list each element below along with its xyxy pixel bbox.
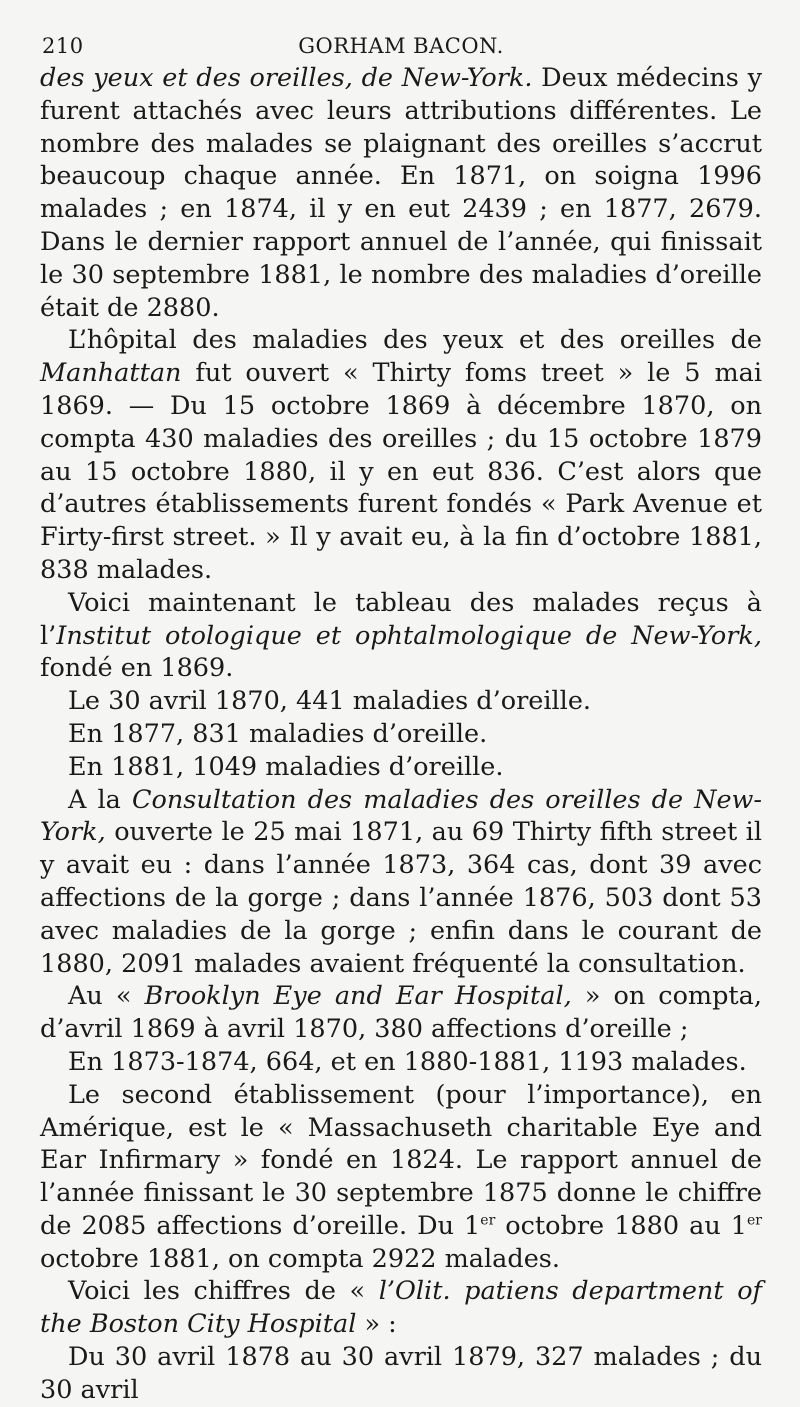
body-text — [40, 62, 762, 1407]
page-number: 210 — [42, 34, 84, 58]
text-segment: En 1873-1874, 664, et en 1880-1881, 1193 malades. — [68, 1046, 747, 1077]
text-segment: Voici les chiffres de « — [68, 1276, 379, 1307]
paragraph-p7 — [40, 784, 762, 981]
page-header — [40, 30, 762, 62]
book-page — [40, 30, 762, 1407]
text-segment: ouverte le 25 mai 1871, au 69 Thirty fifth street il y avait eu : dans l’année 1873, 364 cas, dont 39 avec affections de la gorge ; dans l’année 1876, 503 dont 53 avec maladies de la gorge ; enfin dans le courant de 1880, 2091 malades avaient fréquenté la consultation. — [40, 817, 762, 979]
text-segment: Le 30 avril 1870, 441 maladies d’oreille. — [68, 686, 592, 717]
superscript: er — [747, 1212, 762, 1229]
text-segment: fondé en 1869. — [40, 653, 234, 684]
paragraph-p4 — [40, 685, 762, 718]
text-segment: Deux médecins y furent attachés avec leurs attributions différentes. Le nombre des malades se plaignant des oreilles s’accrut beaucoup chaque année. En 1871, on soigna 1996 malades ; en 1874, il y en eut 2439 ; en 1877, 2679. Dans le dernier rapport annuel de l’année, qui finissait le 30 septembre 1881, le nombre des maladies d’oreille était de 2880. — [40, 63, 762, 323]
text-segment: En 1877, 831 maladies d’oreille. — [68, 718, 488, 749]
italic-text: Consultation des maladies des oreilles de New-York, — [40, 784, 762, 848]
paragraph-p2 — [40, 324, 762, 586]
text-segment: octobre 1881, on compta 2922 malades. — [40, 1243, 560, 1274]
paragraph-p5 — [40, 718, 762, 751]
text-segment: » on compta, d’avril 1869 à avril 1870, 380 affections d’oreille ; — [40, 981, 762, 1045]
text-segment: A la — [68, 784, 132, 815]
italic-text: Institut otologique et ophtalmologique de New-York, — [56, 620, 762, 651]
text-segment: octobre 1880 au 1 — [495, 1210, 748, 1241]
text-segment: Du 30 avril 1878 au 30 avril 1879, 327 malades ; du 30 avril — [40, 1342, 762, 1405]
text-segment: » : — [356, 1309, 397, 1340]
text-segment: Voici maintenant le tableau des malades reçus à l’ — [40, 587, 762, 651]
text-segment: Le second établissement (pour l’importance), en Amérique, est le « Massachuseth charitable Eye and Ear Infirmary » fondé en 1824. Le rapport annuel de l’année finissant le 30 septembre 1875 donne le chiffre de 2085 affections d’oreille. Du 1 — [40, 1079, 762, 1241]
italic-text: l’Olit. patiens department of the Boston City Hospital — [40, 1276, 762, 1340]
paragraph-p6 — [40, 751, 762, 784]
paragraph-p1 — [40, 62, 762, 324]
paragraph-p8 — [40, 980, 762, 1046]
paragraph-p3 — [40, 587, 762, 685]
italic-text: Manhattan — [40, 358, 182, 389]
superscript: er — [480, 1212, 496, 1229]
paragraph-p10 — [40, 1079, 762, 1276]
text-segment: L’hôpital des maladies des yeux et des oreilles de — [68, 325, 762, 356]
text-segment: fut ouvert « Thirty foms treet » le 5 mai 1869. — Du 15 octobre 1869 à décembre 1870, on compta 430 maladies des oreilles ; du 15 octobre 1879 au 15 octobre 1880, il y en eut 836. C’est alors que d’autres établissements furent fondés « Park Avenue et Firty-first street. » Il y avait eu, à la fin d’octobre 1881, 838 malades. — [40, 358, 762, 585]
italic-text: des yeux et des oreilles, de New-York. — [40, 63, 533, 93]
text-segment: Au « — [68, 981, 145, 1012]
paragraph-p11 — [40, 1275, 762, 1341]
italic-text: Brooklyn Eye and Ear Hospital, — [144, 981, 572, 1012]
running-title: GORHAM BACON. — [298, 34, 504, 58]
paragraph-p9 — [40, 1046, 762, 1079]
text-segment: En 1881, 1049 maladies d’oreille. — [68, 751, 504, 782]
paragraph-p12 — [40, 1341, 762, 1407]
